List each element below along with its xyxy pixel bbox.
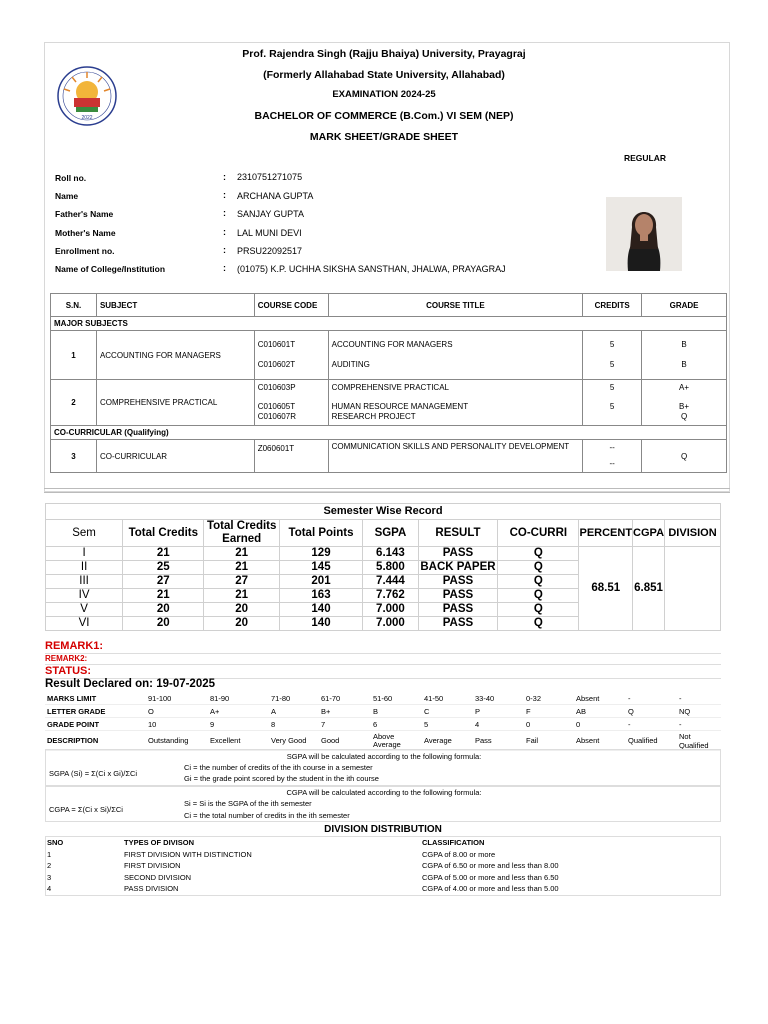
grading-cell: Excellent [208,731,269,751]
table-row [45,718,721,731]
semester-cell: Q [498,561,579,575]
grading-cell: B [371,705,422,718]
table-row [45,731,721,751]
semester-cell: Q [498,547,579,561]
exam-title: EXAMINATION 2024-25 [332,89,436,100]
grading-cell: 61-70 [319,692,371,705]
row1-title2: AUDITING [331,360,370,369]
row2-code2: C010605T [257,402,296,411]
semester-cell: Q [498,575,579,589]
cgpa-line1: Si = Si is the SGPA of the ith semester [184,799,312,808]
division-cell: FIRST DIVISION WITH DISTINCTION [124,849,252,859]
division-cell: CGPA of 8.00 or more [422,849,496,859]
overall-cgpa: 6.851 [633,547,665,631]
semester-cell: 140 [279,603,362,617]
grading-cell: Fail [524,731,574,751]
divider [44,492,730,493]
cgpa-formula-box [45,786,721,822]
grading-cell: C [422,705,473,718]
semester-cell: PASS [418,547,497,561]
semester-cell: III [46,575,123,589]
college-colon: : [223,263,226,273]
semester-cell: 5.800 [363,561,419,575]
sem-header: Sem [46,520,123,547]
grading-row-label: DESCRIPTION [45,731,146,751]
grading-cell: 5 [422,718,473,731]
grading-row-label: MARKS LIMIT [45,692,146,705]
row2-grade2: B+ [679,402,690,411]
semester-cell: BACK PAPER [418,561,497,575]
semester-cell: PASS [418,603,497,617]
division-title: DIVISION DISTRIBUTION [324,824,442,835]
remark2: REMARK2: [45,654,721,665]
row1-grade1: B [681,340,687,349]
grading-cell: Outstanding [146,731,208,751]
grading-cell: B+ [319,705,371,718]
logo-year: 2022 [81,115,93,121]
semester-cell: II [46,561,123,575]
row2-grade1: A+ [679,383,690,392]
regular-tag: REGULAR [624,153,667,163]
grading-row-label: GRADE POINT [45,718,146,731]
semester-cell: 25 [123,561,204,575]
grading-cell: 41-50 [422,692,473,705]
grading-cell: 9 [208,718,269,731]
semester-cell: 7.000 [363,617,419,631]
grading-cell: Above Average [371,731,422,751]
roll-colon: : [223,172,226,182]
grading-cell: P [473,705,524,718]
semester-cell: 21 [204,561,279,575]
mother-value: LAL MUNI DEVI [237,228,302,238]
semester-cell: I [46,547,123,561]
row2-code3: C010607R [257,412,296,421]
semester-cell: 20 [204,617,279,631]
row2-sn: 2 [51,380,97,426]
semester-cell: IV [46,589,123,603]
division-cell: 2 [47,861,52,871]
row3-code1: Z060601T [254,440,328,473]
semester-cell: V [46,603,123,617]
semester-cell: Q [498,603,579,617]
row2-credit2: 5 [609,402,615,411]
semester-cell: 145 [279,561,362,575]
division-cell: SECOND DIVISION [124,872,192,882]
former-name: (Formerly Allahabad State University, Allahabad) [263,69,505,81]
grading-cell: F [524,705,574,718]
header-credits: CREDITS [583,294,642,317]
table-row [51,331,727,380]
division-cell: CGPA of 4.00 or more and less than 5.00 [422,884,559,894]
grading-cell: 7 [319,718,371,731]
grading-cell: 33-40 [473,692,524,705]
cocurri-header: CO-CURRI [498,520,579,547]
divider [44,488,730,489]
row2-title3: RESEARCH PROJECT [331,412,416,421]
row2-credit1: 5 [609,383,615,392]
row1-sn: 1 [51,331,97,380]
semester-cell: Q [498,617,579,631]
semester-cell: PASS [418,617,497,631]
grading-cell: - [626,692,677,705]
division-class-header: CLASSIFICATION [422,838,485,848]
row1-credit1: 5 [609,340,615,349]
grading-cell: 6 [371,718,422,731]
header-subject: SUBJECT [96,294,254,317]
row3-sn: 3 [51,440,97,473]
student-photo [606,197,682,271]
semester-cell: PASS [418,575,497,589]
semester-cell: 7.000 [363,603,419,617]
grading-row-label: LETTER GRADE [45,705,146,718]
overall-division [665,547,721,631]
percent-header: PERCENT [579,520,633,547]
semester-cell: VI [46,617,123,631]
remark1: REMARK1: [45,640,721,654]
semester-cell: 129 [279,547,362,561]
row3-credit1: -- [609,443,615,452]
semester-cell: 20 [123,603,204,617]
row2-grade3: Q [680,412,688,421]
cgpa-formula: CGPA = Σ(Ci x Si)/ΣCi [49,805,123,814]
enrollment-label: Enrollment no. [55,246,115,256]
semester-record-title: Semester Wise Record [46,504,721,520]
father-label: Father's Name [55,209,114,219]
overall-percent: 68.51 [579,547,633,631]
row3-credit2: -- [609,459,615,468]
grading-cell: Very Good [269,731,319,751]
sgpa-line2: Gi = the grade point scored by the student in the ith course [184,774,379,783]
status: STATUS: [45,665,721,679]
father-colon: : [223,208,226,218]
father-value: SANJAY GUPTA [237,209,305,219]
semester-cell: 21 [204,589,279,603]
total-points-header: Total Points [279,520,362,547]
grading-cell: 91-100 [146,692,208,705]
name-colon: : [223,190,226,200]
grading-cell: Qualified [626,731,677,751]
row2-code1: C010603P [257,383,296,392]
marks-table [50,293,727,473]
cgpa-heading: CGPA will be calculated according to the following formula: [286,788,482,797]
row3-subject: CO-CURRICULAR [96,440,254,473]
semester-cell: 20 [204,603,279,617]
grading-cell: Good [319,731,371,751]
header-course-code: COURSE CODE [254,294,328,317]
grading-cell: 8 [269,718,319,731]
division-cell: 4 [47,884,52,894]
grading-cell: 0-32 [524,692,574,705]
grading-table [45,692,721,751]
sgpa-header: SGPA [363,520,419,547]
semester-cell: 21 [204,547,279,561]
grading-cell: Not Qualified [677,731,721,751]
table-row [46,547,721,561]
semester-cell: 21 [123,547,204,561]
row1-credit2: 5 [609,360,615,369]
grading-cell: 0 [524,718,574,731]
division-cell: FIRST DIVISION [124,861,181,871]
semester-cell: 201 [279,575,362,589]
table-row [45,705,721,718]
division-header: DIVISION [665,520,721,547]
course-title: BACHELOR OF COMMERCE (B.Com.) VI SEM (NEP) [254,110,514,122]
semester-cell: 27 [123,575,204,589]
table-row [45,692,721,705]
row1-grade2: B [681,360,687,369]
row3-grade1: Q [642,440,727,473]
semester-cell: 7.444 [363,575,419,589]
grading-cell: 51-60 [371,692,422,705]
result-declared: Result Declared on: 19-07-2025 [45,678,216,690]
division-cell: 3 [47,872,52,882]
header-sn: S.N. [51,294,97,317]
division-sno-header: SNO [47,838,64,848]
division-cell: CGPA of 6.50 or more and less than 8.00 [422,861,559,871]
document-title: MARK SHEET/GRADE SHEET [309,131,459,143]
semester-cell: PASS [418,589,497,603]
grading-cell: 10 [146,718,208,731]
division-cell: CGPA of 5.00 or more and less than 6.50 [422,872,559,882]
credits-earned-header: Total Credits Earned [204,520,279,547]
grading-cell: A+ [208,705,269,718]
result-header: RESULT [418,520,497,547]
grading-cell: - [626,718,677,731]
grading-cell: Absent [574,731,626,751]
cgpa-header: CGPA [633,520,665,547]
grading-cell: 4 [473,718,524,731]
semester-cell: 6.143 [363,547,419,561]
semester-cell: 20 [123,617,204,631]
sgpa-line1: Ci = the number of credits of the ith course in a semester [184,763,373,772]
grading-cell: Q [626,705,677,718]
division-box [45,836,721,896]
semester-cell: 140 [279,617,362,631]
grading-cell: NQ [677,705,721,718]
grading-cell: Pass [473,731,524,751]
grading-cell: - [677,692,721,705]
grading-cell: AB [574,705,626,718]
division-cell: PASS DIVISION [124,884,179,894]
enrollment-colon: : [223,245,226,255]
row1-subject: ACCOUNTING FOR MANAGERS [96,331,254,380]
name-label: Name [55,191,79,201]
grading-cell: - [677,718,721,731]
row1-code2: C010602T [257,360,296,369]
sgpa-formula: SGPA (Si) = Σ(Ci x Gi)/ΣCi [49,769,138,778]
marks-header-row [51,294,727,317]
mother-colon: : [223,227,226,237]
row2-title1: COMPREHENSIVE PRACTICAL [331,383,449,392]
cocurricular-label: CO-CURRICULAR (Qualifying) [51,426,727,440]
header-grade: GRADE [642,294,727,317]
header-course-title: COURSE TITLE [328,294,583,317]
semester-cell: 7.762 [363,589,419,603]
division-type-header: TYPES OF DIVISON [124,838,195,848]
grading-cell: A [269,705,319,718]
roll-label: Roll no. [55,173,87,183]
grading-cell: Average [422,731,473,751]
grading-cell: Absent [574,692,626,705]
semester-record-table [45,503,721,631]
name-value: ARCHANA GUPTA [237,191,314,201]
total-credits-header: Total Credits [123,520,204,547]
grading-cell: 81-90 [208,692,269,705]
row1-code1: C010601T [257,340,296,349]
enrollment-value: PRSU22092517 [237,246,303,256]
grading-cell: 0 [574,718,626,731]
table-row [51,380,727,426]
college-value: (01075) K.P. UCHHA SIKSHA SANSTHAN, JHALWA, PRAYAGRAJ [237,264,506,274]
roll-value: 2310751271075 [237,172,303,182]
grading-cell: O [146,705,208,718]
semester-cell: Q [498,589,579,603]
university-name: Prof. Rajendra Singh (Rajju Bhaiya) University, Prayagraj [242,48,526,60]
semester-cell: 21 [123,589,204,603]
major-subjects-label: MAJOR SUBJECTS [51,317,727,331]
mother-label: Mother's Name [55,228,116,238]
college-label: Name of College/Institution [55,264,166,274]
division-cell: 1 [47,849,52,859]
table-row [51,440,727,473]
row2-title2: HUMAN RESOURCE MANAGEMENT [331,402,469,411]
sgpa-formula-box [45,749,721,786]
row1-title1: ACCOUNTING FOR MANAGERS [331,340,453,349]
row3-title1: COMMUNICATION SKILLS AND PERSONALITY DEVELOPMENT [328,440,583,473]
sgpa-heading: SGPA will be calculated according to the following formula: [286,752,482,761]
semester-cell: 27 [204,575,279,589]
cgpa-line2: Ci = the total number of credits in the ith semester [184,811,350,820]
grading-cell: 71-80 [269,692,319,705]
semester-cell: 163 [279,589,362,603]
row2-subject: COMPREHENSIVE PRACTICAL [96,380,254,426]
